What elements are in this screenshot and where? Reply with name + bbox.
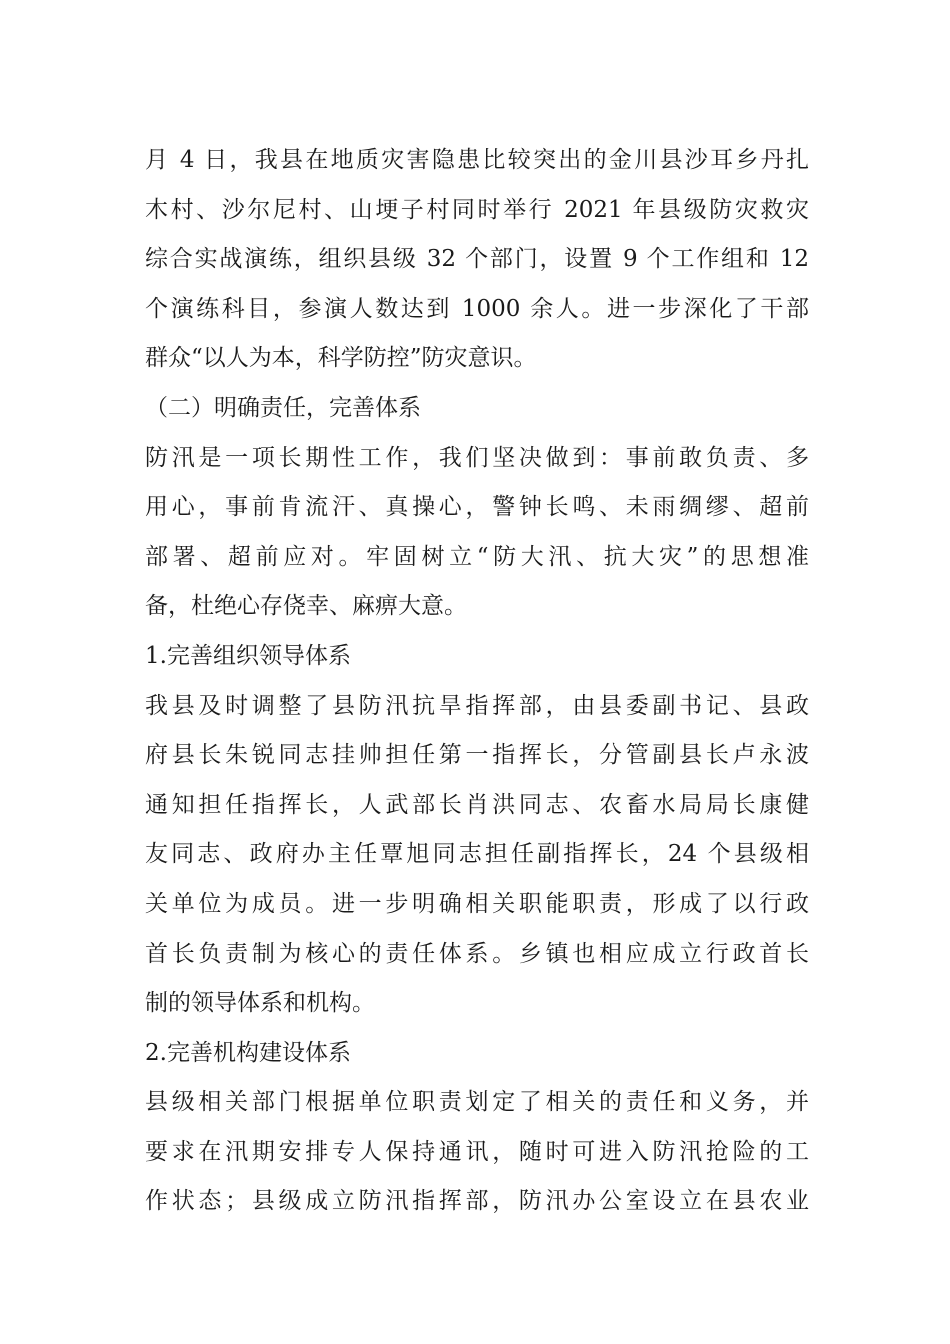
text-line: 综合实战演练，组织县级 32 个部门，设置 9 个工作组和 12 [145, 246, 809, 273]
text-line: 木村、沙尔尼村、山埂子村同时举行 2021 年县级防灾救灾 [145, 196, 809, 223]
text-line: 部署、超前应对。牢固树立“防大汛、抗大灾”的思想准 [145, 543, 809, 570]
text-line: 防汛是一项长期性工作，我们坚决做到：事前敢负责、多 [145, 444, 809, 471]
text-line: 群众“以人为本，科学防控”防灾意识。 [145, 345, 537, 372]
document-body [145, 136, 809, 1227]
text-line: 关单位为成员。进一步明确相关职能职责，形成了以行政 [145, 890, 809, 917]
text-line: 作状态；县级成立防汛指挥部，防汛办公室设立在县农业 [145, 1188, 809, 1215]
text-line: 首长负责制为核心的责任体系。乡镇也相应成立行政首长 [145, 940, 809, 967]
text-line: 我县及时调整了县防汛抗旱指挥部，由县委副书记、县政 [145, 692, 809, 719]
text-line: 要求在汛期安排专人保持通讯，随时可进入防汛抢险的工 [145, 1138, 809, 1165]
text-line: 县级相关部门根据单位职责划定了相关的责任和义务，并 [145, 1089, 809, 1116]
text-line: （二）明确责任，完善体系 [145, 394, 421, 421]
text-line: 2.完善机构建设体系 [145, 1039, 351, 1066]
text-line: 备，杜绝心存侥幸、麻痹大意。 [145, 593, 467, 620]
text-line: 月 4 日，我县在地质灾害隐患比较突出的金川县沙耳乡丹扎 [145, 147, 809, 173]
text-line: 1.完善组织领导体系 [145, 642, 351, 669]
text-line: 个演练科目，参演人数达到 1000 余人。进一步深化了干部 [145, 295, 809, 322]
text-line: 府县长朱锐同志挂帅担任第一指挥长，分管副县长卢永波 [145, 742, 809, 769]
text-line: 友同志、政府办主任覃旭同志担任副指挥长，24 个县级相 [145, 841, 809, 868]
text-line: 通知担任指挥长，人武部长肖洪同志、农畜水局局长康健 [145, 791, 809, 818]
text-line: 用心，事前肯流汗、真操心，警钟长鸣、未雨绸缪、超前 [145, 494, 809, 521]
text-line: 制的领导体系和机构。 [145, 990, 375, 1017]
